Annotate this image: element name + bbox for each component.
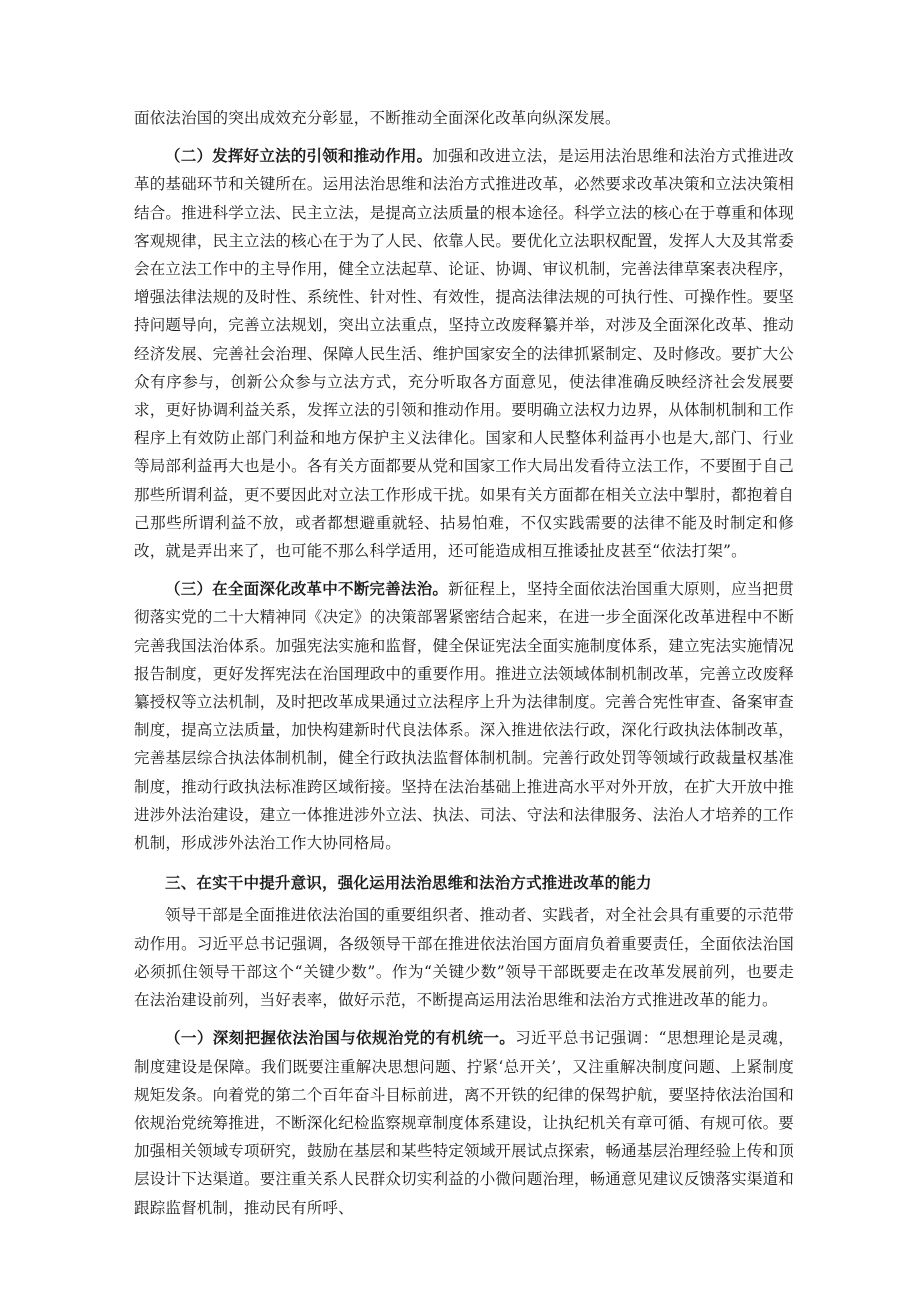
section-two-paragraph — [134, 142, 794, 565]
section-three-lead: （三）在全面深化改革中不断完善法治。 — [165, 579, 449, 599]
leaders-paragraph: 领导干部是全面推进依法治国的重要组织者、推动者、实践者，对全社会具有重要的示范带动作用。习近平总书记强调，各级领导干部在推进依法治国方面肩负着重要责任，全面依法治国必须抓住领导干部这个“关键少数”。作为“关键少数”领导干部既要走在改革发展前列，也要走在法治建设前列，当好表率，做好示范，不断提高运用法治思维和法治方式推进改革的能力。 — [134, 906, 794, 1010]
part-three-section-one-lead: （一）深刻把握依法治国与依规治党的有机统一。 — [165, 1028, 516, 1048]
section-three-body: 新征程上，坚持全面依法治国重大原则，应当把贯彻落实党的二十大精神同《决定》的决策部署紧密结合起来，在进一步全面深化改革进程中不断完善我国法治体系。加强宪法实施和监督，健全保证宪法全面实施制度体系，建立宪法实施情况报告制度，更好发挥宪法在治国理政中的重要作用。推进立法领域体制机制改革，完善立改废释纂授权等立法机制，及时把改革成果通过立法程序上升为法律制度。完善合宪性审查、备案审查制度，提高立法质量，加快构建新时代良法体系。深入推进依法行政，深化行政执法体制改革，完善基层综合执法体制机制，健全行政执法监督体制机制。完善行政处罚等领域行政裁量权基准制度，推动行政执法标准跨区域衔接。坚持在法治基础上推进高水平对外开放，在扩大开放中推进涉外法治建设，建立一体推进涉外立法、执法、司法、守法和法律服务、法治人才培养的工作机制，形成涉外法治工作大协同格局。 — [134, 580, 794, 853]
intro-tail-paragraph: 面依法治国的突出成效充分彰显，不断推动全面深化改革向纵深发展。 — [134, 109, 621, 127]
part-three-section-one-paragraph — [134, 1024, 794, 1221]
section-three-paragraph — [134, 575, 794, 857]
part-three-section-one-body: 习近平总书记强调：“思想理论是灵魂，制度建设是保障。我们既要注重解决思想问题、拧紧‘总开关’，又注重解决制度问题、上紧制度规矩发条。向着党的第二个百年奋斗目标前进，离不开铁的纪律的保驾护航，要坚持依法治国和依规治党统筹推进，不断深化纪检监察规章制度体系建设，让执纪机关有章可循、有规可依。要加强相关领域专项研究，鼓励在基层和某些特定领域开展试点探索，畅通基层治理经验上传和顶层设计下达渠道。要注重关系人民群众切实利益的小微问题治理，畅通意见建议反馈落实渠道和跟踪监督机制，推动民有所呼、 — [134, 1029, 794, 1217]
document-page — [134, 104, 794, 1222]
section-two-lead: （二）发挥好立法的引领和推动作用。 — [165, 146, 433, 166]
part-three-heading: 三、在实干中提升意识，强化运用法治思维和法治方式推进改革的能力 — [165, 873, 652, 893]
section-two-body: 加强和改进立法，是运用法治思维和法治方式推进改革的基础环节和关键所在。运用法治思维和法治方式推进改革，必然要求改革决策和立法决策相结合。推进科学立法、民主立法，是提高立法质量的根本途径。科学立法的核心在于尊重和体现客观规律，民主立法的核心在于为了人民、依靠人民。要优化立法职权配置，发挥人大及其常委会在立法工作中的主导作用，健全立法起草、论证、协调、审议机制，完善法律草案表决程序，增强法律法规的及时性、系统性、针对性、有效性，提高法律法规的可执行性、可操作性。要坚持问题导向，完善立法规划，突出立法重点，坚持立改废释纂并举，对涉及全面深化改革、推动经济发展、完善社会治理、保障人民生活、维护国家安全的法律抓紧制定、及时修改。要扩大公众有序参与，创新公众参与立法方式，充分听取各方面意见，使法律准确反映经济社会发展要求，更好协调利益关系，发挥立法的引领和推动作用。要明确立法权力边界，从体制机制和工作程序上有效防止部门利益和地方保护主义法律化。国家和人民整体利益再小也是大,部门、行业等局部利益再大也是小。各有关方面都要从党和国家工作大局出发看待立法工作，不要囿于自己那些所谓利益，更不要因此对立法工作形成干扰。如果有关方面都在相关立法中掣肘，都抱着自己那些所谓利益不放，或者都想避重就轻、拈易怕难，不仅实践需要的法律不能及时制定和修改，就是弄出来了，也可能不那么科学适用，还可能造成相互推诿扯皮甚至“依法打架”。 — [134, 147, 795, 561]
